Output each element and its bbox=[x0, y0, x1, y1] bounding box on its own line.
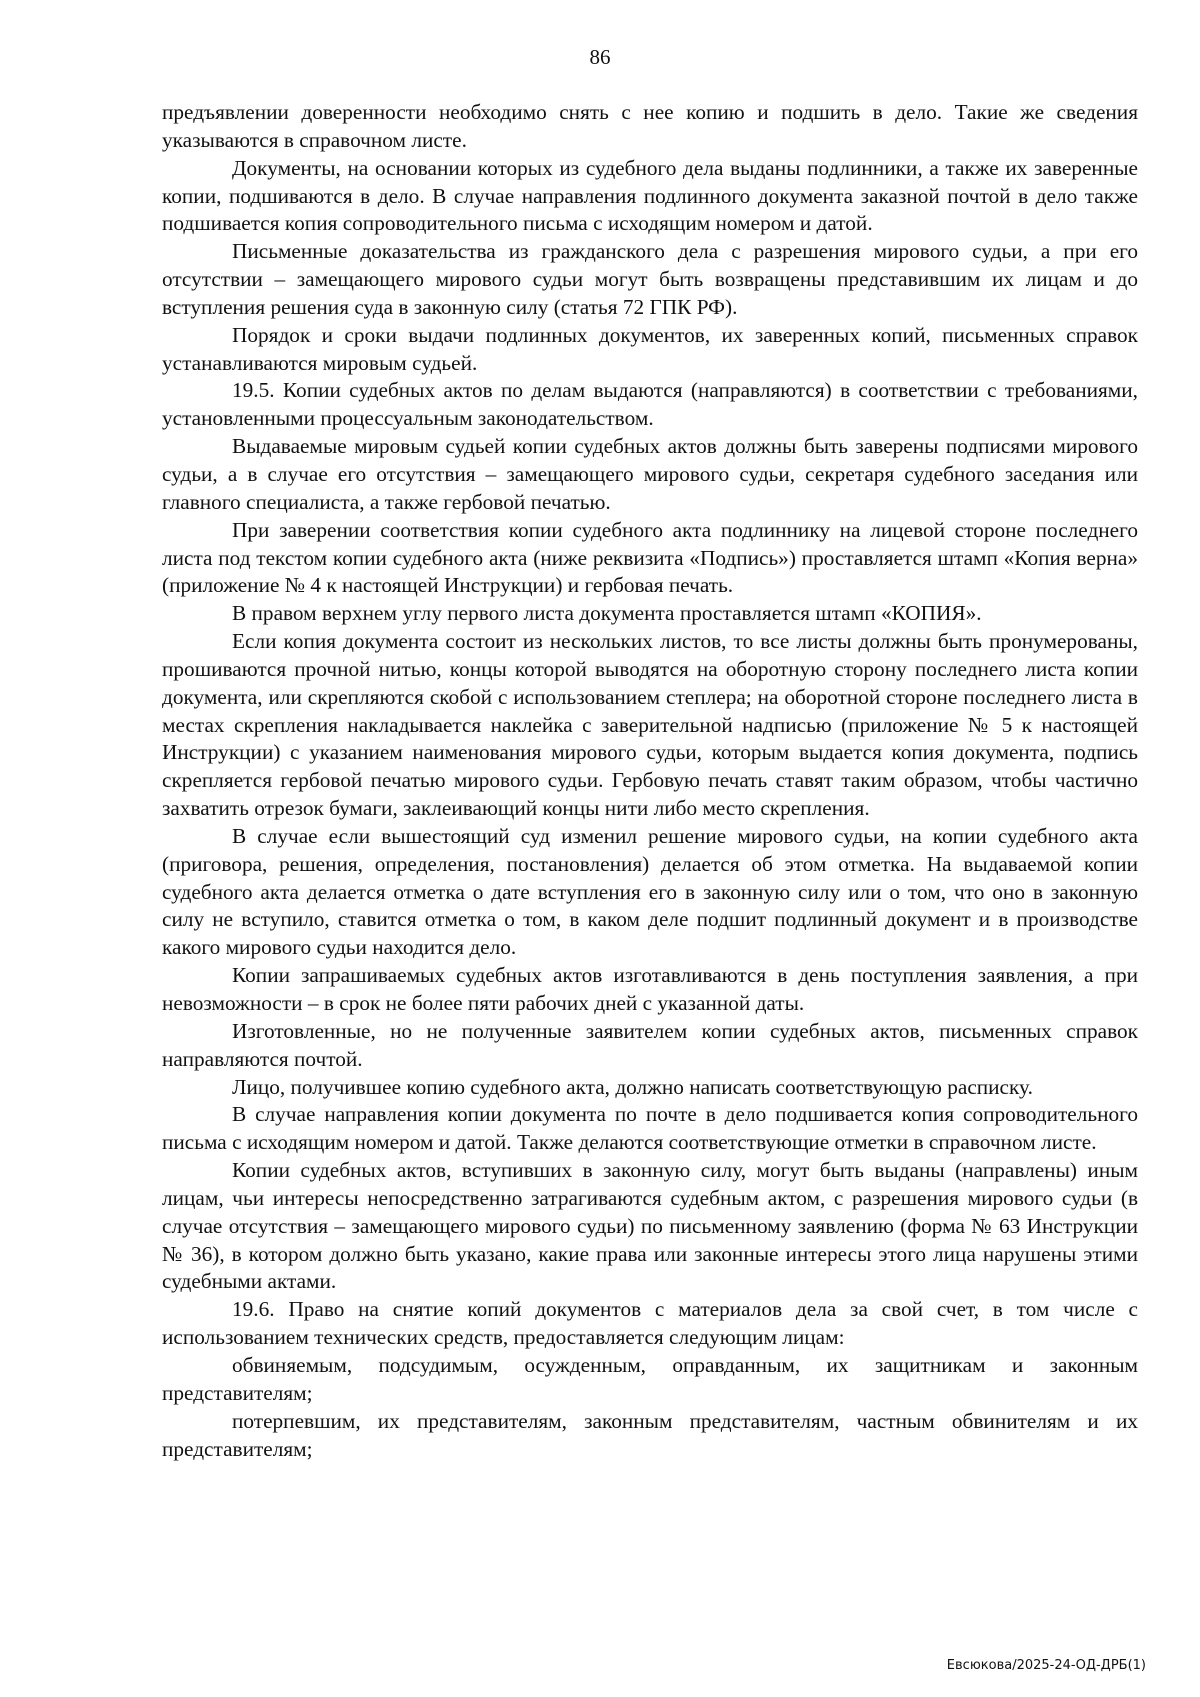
page-number: 86 bbox=[589, 45, 611, 69]
document-body bbox=[162, 99, 1138, 1463]
paragraph: В случае направления копии документа по почте в дело подшивается копия сопроводительного письма с исходящим номером и датой. Также делаются соответствующие отметки в справочном листе. bbox=[162, 1102, 1138, 1155]
document-registration-code: Евсюкова/2025-24-ОД-ДРБ(1) bbox=[946, 1658, 1146, 1673]
paragraph: Копии запрашиваемых судебных актов изготавливаются в день поступления заявления, а при невозможности – в срок не более пяти рабочих дней с указанной даты. bbox=[162, 963, 1138, 1015]
paragraph: Изготовленные, но не полученные заявителем копии судебных актов, письменных справок направляются почтой. bbox=[162, 1018, 1138, 1071]
paragraph: 19.5. Копии судебных актов по делам выдаются (направляются) в соответствии с требованиями, установленными процессуальным законодательством. bbox=[162, 378, 1138, 431]
paragraph: Лицо, получившее копию судебного акта, должно написать соответствующую расписку. bbox=[232, 1074, 1033, 1099]
paragraph: обвиняемым, подсудимым, осужденным, оправданным, их защитникам и законным представителям; bbox=[162, 1352, 1138, 1405]
paragraph: Выдаваемые мировым судьей копии судебных актов должны быть заверены подписями мирового судьи, а в случае его отсутствия – замещающего мирового судьи, секретаря судебного заседания или главного специалиста, а также гербовой печатью. bbox=[162, 434, 1138, 514]
paragraph: В правом верхнем углу первого листа документа проставляется штамп «КОПИЯ». bbox=[232, 601, 982, 626]
paragraph: Порядок и сроки выдачи подлинных документов, их заверенных копий, письменных справок устанавливаются мировым судьей. bbox=[162, 322, 1138, 375]
paragraph: 19.6. Право на снятие копий документов с материалов дела за свой счет, в том числе с использованием технических средств, предоставляется следующим лицам: bbox=[162, 1297, 1138, 1350]
paragraph: При заверении соответствия копии судебного акта подлиннику на лицевой стороне последнего листа под текстом копии судебного акта (ниже реквизита «Подпись») проставляется штамп «Копия верна» (приложение № 4 к настоящей Инструкции) и гербовая печать. bbox=[162, 517, 1138, 598]
paragraph: Копии судебных актов, вступивших в законную силу, могут быть выданы (направлены) иным лицам, чьи интересы непосредственно затрагиваются судебным актом, с разрешения мирового судьи (в случае отсутствия – замещающего мирового судьи) по письменному заявлению (форма № 63 Инструкции № 36), в котором должно быть указано, какие права или законные интересы этого лица нарушены этими судебными актами. bbox=[162, 1158, 1138, 1294]
paragraph: потерпевшим, их представителям, законным представителям, частным обвинителям и их представителям; bbox=[162, 1408, 1138, 1461]
paragraph: Если копия документа состоит из нескольких листов, то все листы должны быть пронумерованы, прошиваются прочной нитью, концы которой выводятся на оборотную сторону последнего листа копии документа, или скрепляются скобой с использованием степлера; на оборотной стороне последнего листа в местах скрепления накладывается наклейка с заверительной надписью (приложение № 5 к настоящей Инструкции) с указанием наименования мирового судьи, которым выдается копия документа, подпись скрепляется гербовой печатью мирового судьи. Гербовую печать ставят таким образом, чтобы частично захватить отрезок бумаги, заклеивающий концы нити либо место скрепления. bbox=[162, 629, 1138, 821]
paragraph: Документы, на основании которых из судебного дела выданы подлинники, а также их заверенные копии, подшиваются в дело. В случае направления подлинного документа заказной почтой в дело также подшивается копия сопроводительного письма с исходящим номером и датой. bbox=[162, 155, 1138, 236]
paragraph: Письменные доказательства из гражданского дела с разрешения мирового судьи, а при его отсутствии – замещающего мирового судьи могут быть возвращены представившим их лицам и до вступления решения суда в законную силу (статья 72 ГПК РФ). bbox=[162, 239, 1138, 319]
paragraph: В случае если вышестоящий суд изменил решение мирового судьи, на копии судебного акта (приговора, решения, определения, постановления) делается об этом отметка. На выдаваемой копии судебного акта делается отметка о дате вступления его в законную силу или о том, что оно в законную силу не вступило, ставится отметка о том, в каком деле подшит подлинный документ и в производстве какого мирового судьи находится дело. bbox=[162, 823, 1138, 960]
paragraph: предъявлении доверенности необходимо снять с нее копию и подшить в дело. Такие же сведения указываются в справочном листе. bbox=[162, 100, 1138, 152]
